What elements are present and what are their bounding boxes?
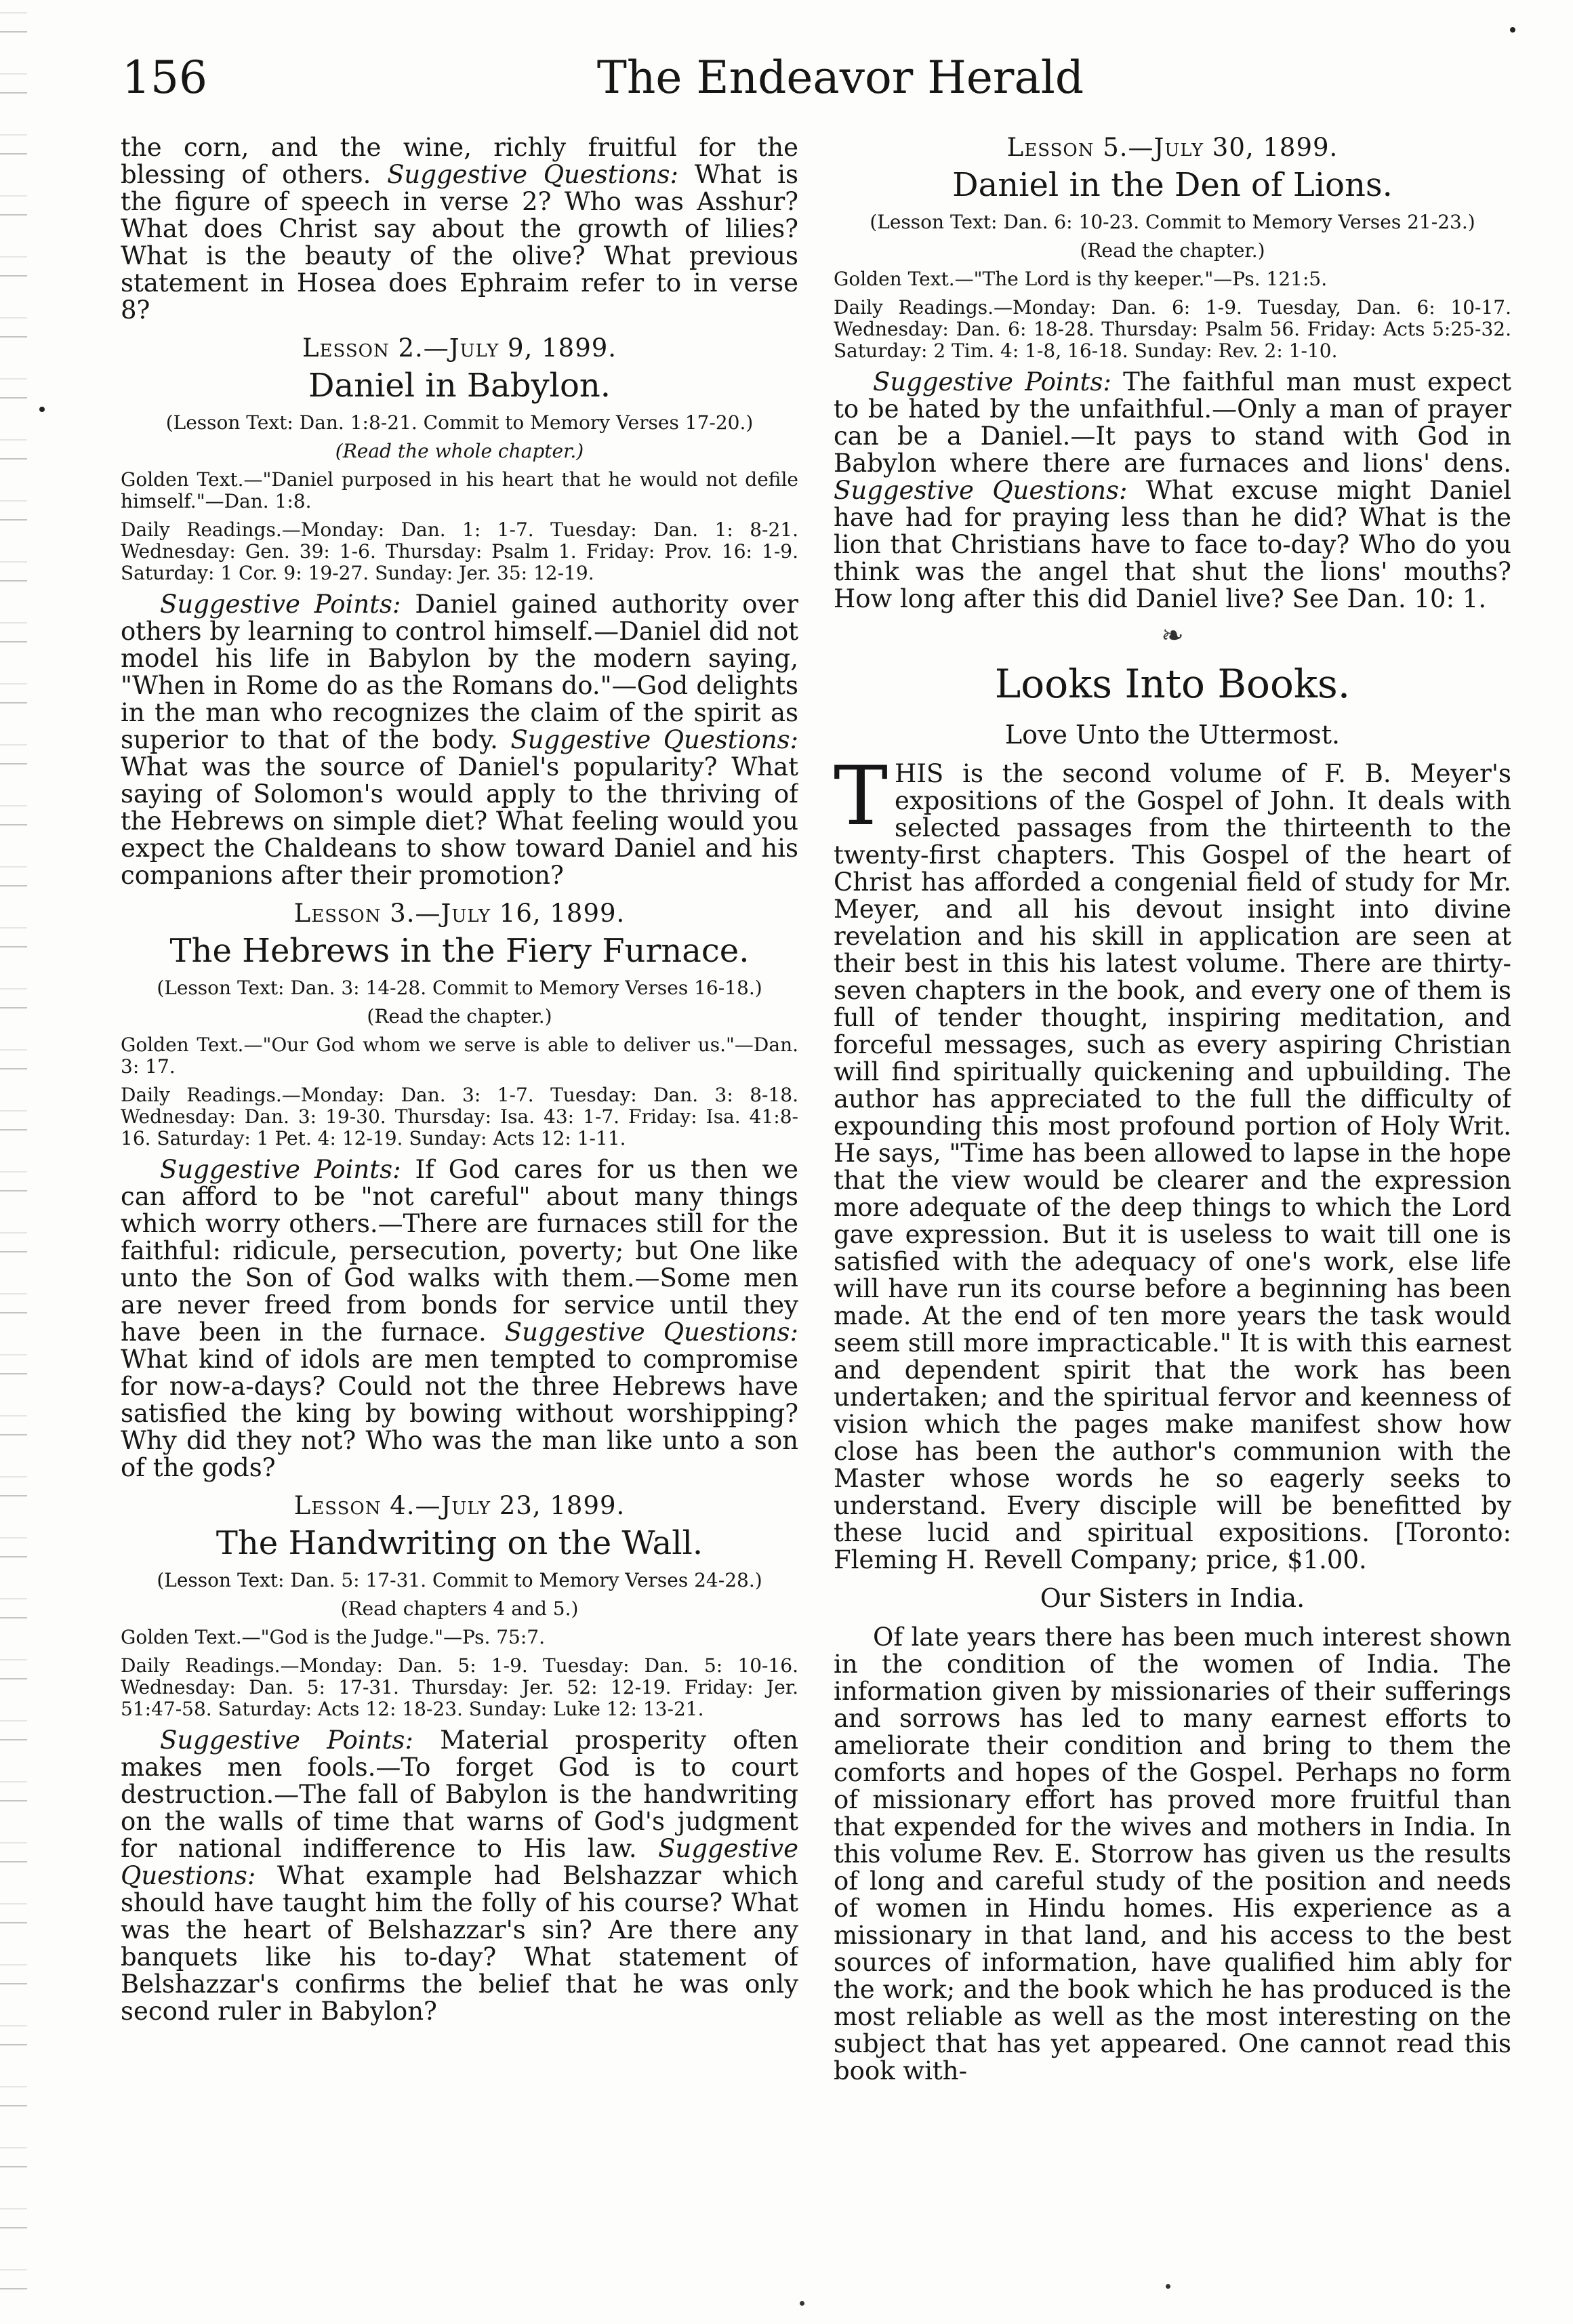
lesson-read-note: (Read the chapter.)	[367, 1005, 552, 1027]
daily-readings: Daily Readings.—Monday: Dan. 3: 1-7. Tuesday: Dan. 3: 8-18. Wednesday: Dan. 3: 19-30. Thursday: Isa. 43: 1-7. Friday: Isa. 41:8-16. Saturday: 1 Pet. 4: 12-19. Sunday: Acts 12: 1-11.	[121, 1084, 798, 1149]
lesson-text-ref: (Lesson Text: Dan. 6: 10-23. Commit to Memory Verses 21-23.)	[870, 211, 1475, 233]
points-text: The faithful man must expect to be hated by the unfaithful.—Only a man of prayer can be a Daniel.—It pays to stand with God in Babylon where there are furnaces and lions' dens.	[834, 367, 1511, 478]
lesson-heading: Lesson 4.—July 23, 1899.	[293, 1491, 626, 1520]
book-review-1	[834, 721, 1511, 1574]
lesson-text-ref: (Lesson Text: Dan. 3: 14-28. Commit to Memory Verses 16-18.)	[157, 977, 762, 999]
lesson-commentary	[121, 1727, 798, 2025]
lesson-title: The Handwriting on the Wall.	[216, 1524, 703, 1562]
intro-text: the corn, and the wine, richly fruitful for the blessing of others.	[121, 134, 798, 189]
questions-text: What is the figure of speech in verse 2? Who was Asshur? What does Christ say about the growth of lilies? What is the beauty of the olive? What previous statement in Hosea does Ephraim refer to in verse 8?	[121, 160, 798, 325]
book-review-2	[834, 1585, 1511, 2085]
lesson-commentary	[834, 369, 1511, 613]
lesson-read-note: (Read the whole chapter.)	[335, 440, 584, 462]
daily-readings: Daily Readings.—Monday: Dan. 1: 1-7. Tuesday: Dan. 1: 8-21. Wednesday: Gen. 39: 1-6. Thursday: Psalm 1. Friday: Prov. 16: 1-9. Saturday: 1 Cor. 9: 19-27. Sunday: Jer. 35: 12-19.	[121, 518, 798, 584]
page-number: 156	[122, 52, 207, 104]
lesson-4	[121, 1492, 798, 2025]
points-label: Suggestive Points:	[160, 1726, 413, 1755]
questions-text: What kind of idols are men tempted to compromise for now-a-days? Could not the three Hebrews have satisfied the king by bowing without worshipping? Why did they not? Who was the man like unto a son of the gods?	[121, 1345, 798, 1482]
scan-speck	[39, 407, 45, 412]
review-body: HIS is the second volume of F. B. Meyer's expositions of the Gospel of John. It deals with selected passages from the thirteenth to the twenty-first chapters. This Gospel of the heart of Christ has afforded a congenial field of study for Mr. Meyer, and all his devout insight into divine revelation and his skill in application are seen at their best in this his latest volume. There are thirty-seven chapters in the book, and every one of them is full of tender thought, inspiring meditation, and forceful messages, such as every aspiring Christian will find spiritually quickening and upbuilding. The author has appreciated to the full the difficulty of expounding this most profound portion of Holy Writ. He says, "Time has been allowed to lapse in the hope that the view would be clearer and the expression more adequate of the deep things to which the Lord gave expression. But it is useless to wait till one is satisfied with the adequacy of one's work, else life will have run its course before a beginning has been made. At the end of ten more years the task would seem still more impracticable." It is with this earnest and dependent spirit that the work has been undertaken; and the spiritual fervor and keenness of vision which the pages make manifest show how close has been the author's communion with the Master whose words he so eagerly seeks to understand. Every disciple will be benefitted by these lucid and spiritual expositions. [Toronto: Fleming H. Revell Company; price, $1.00.	[834, 759, 1511, 1574]
lesson-commentary	[121, 591, 798, 889]
questions-text: What was the source of Daniel's popularity? What saying of Solomon's would apply to the thriving of the Hebrews on simple diet? What feeling would you expect the Chaldeans to show toward Daniel and his companions after their promotion?	[121, 752, 798, 890]
questions-label: Suggestive Questions:	[834, 476, 1128, 505]
ornament-icon: ❧	[1161, 620, 1184, 651]
scan-speck	[1166, 2284, 1170, 2289]
scan-gutter	[0, 0, 27, 2324]
daily-readings: Daily Readings.—Monday: Dan. 6: 1-9. Tuesday, Dan. 6: 10-17. Wednesday: Dan. 6: 18-28. Thursday: Psalm 56. Friday: Acts 5:25-32. Saturday: 2 Tim. 4: 1-8, 16-18. Sunday: Rev. 2: 1-10.	[834, 296, 1511, 362]
lesson-read-note: (Read chapters 4 and 5.)	[340, 1597, 579, 1620]
lesson-text-ref: (Lesson Text: Dan. 5: 17-31. Commit to Memory Verses 24-28.)	[157, 1569, 762, 1591]
points-text: If God cares for us then we can afford to be "not careful" about many things which worry others.—There are furnaces still for the faithful: ridicule, persecution, poverty; but One like unto the Son of God walks with them.—Some men are never freed from bonds for service until they have been in the furnace.	[121, 1155, 798, 1347]
lesson-heading: Lesson 5.—July 30, 1899.	[1006, 134, 1339, 162]
daily-readings: Daily Readings.—Monday: Dan. 5: 1-9. Tuesday: Dan. 5: 10-16. Wednesday: Dan. 5: 17-31. Thursday: Jer. 52: 12-19. Friday: Jer. 51:47-58. Saturday: Acts 12: 18-23. Sunday: Luke 12: 13-21.	[121, 1654, 798, 1720]
points-text: Material prosperity often makes men fools.—To forget God is to court destruction.—The fall of Babylon is the handwriting on the walls of time that warns of God's judgment for national indifference to His law.	[121, 1726, 798, 1863]
right-column	[834, 134, 1511, 2208]
questions-label: Suggestive Questions:	[504, 1318, 798, 1347]
questions-label: Suggestive Questions:	[510, 725, 798, 754]
points-label: Suggestive Points:	[873, 367, 1111, 396]
lesson-title: Daniel in the Den of Lions.	[952, 166, 1393, 204]
book-title: Love Unto the Uttermost.	[1004, 720, 1341, 750]
lesson-read-note: (Read the chapter.)	[1080, 239, 1265, 262]
points-text: Daniel gained authority over others by learning to control himself.—Daniel did not model his life in Babylon by the modern saying, "When in Rome do as the Romans do."—God delights in the man who recognizes the claim of the spirit as superior to that of the body.	[121, 590, 798, 754]
questions-label: Suggestive Questions:	[121, 1834, 798, 1890]
questions-text: What example had Belshazzar which should have taught him the folly of his course? What was the heart of Belshazzar's sin? Are there any banquets like his to-day? What statement of Belshazzar's confirms the belief that he was only second ruler in Babylon?	[121, 1861, 798, 2026]
questions-label: Suggestive Questions:	[387, 160, 679, 189]
lesson-2	[121, 335, 798, 889]
drop-cap: T	[834, 750, 888, 844]
lesson-text-ref: (Lesson Text: Dan. 1:8-21. Commit to Memory Verses 17-20.)	[165, 411, 754, 434]
lesson-3	[121, 900, 798, 1482]
scan-speck	[800, 2301, 804, 2306]
lesson-heading: Lesson 3.—July 16, 1899.	[293, 899, 626, 928]
left-column	[121, 134, 798, 2208]
points-label: Suggestive Points:	[160, 590, 401, 619]
intro-paragraph	[121, 134, 798, 324]
questions-text: What excuse might Daniel have had for praying less than he did? What is the lion that Christians have to face to-day? Who do you think was the angel that shut the lions' mouths? How long after this did Daniel live? See Dan. 10: 1.	[834, 476, 1511, 613]
book-review-text	[834, 750, 1511, 1574]
lesson-commentary	[121, 1156, 798, 1482]
points-label: Suggestive Points:	[160, 1155, 401, 1184]
lesson-title: The Hebrews in the Fiery Furnace.	[169, 932, 750, 970]
scan-speck	[1510, 27, 1515, 33]
journal-title: The Endeavor Herald	[596, 52, 1084, 104]
lesson-title: Daniel in Babylon.	[308, 367, 611, 405]
golden-text: Golden Text.—"Daniel purposed in his heart that he would not defile himself."—Dan. 1:8.	[121, 468, 798, 512]
lesson-5	[834, 134, 1511, 613]
page-header	[122, 46, 1471, 121]
lesson-heading: Lesson 2.—July 9, 1899.	[302, 333, 617, 363]
book-title: Our Sisters in India.	[1040, 1583, 1305, 1613]
book-review-text: Of late years there has been much interest shown in the condition of the women of India. The information given by missionaries of their sufferings and sorrows has led to many earnest efforts to ameliorate their condition and bring to them the comforts and hopes of the Gospel. Perhaps no form of missionary effort has proved more fruitful than that expended for the wives and mothers in India. In this volume Rev. E. Storrow has given us the results of long and careful study of the position and needs of women in Hindu homes. His experience as a missionary in that land, and his access to the best sources of information, have qualified him ably for the work; and the book which he has produced is the most reliable as well as the most interesting on the subject that has yet appeared. One cannot read this book with-	[834, 1623, 1511, 2085]
golden-text: Golden Text.—"The Lord is thy keeper."—Ps. 121:5.	[834, 268, 1328, 290]
golden-text: Golden Text.—"God is the Judge."—Ps. 75:7.	[121, 1626, 546, 1648]
books-section-title: Looks Into Books.	[994, 661, 1351, 707]
golden-text: Golden Text.—"Our God whom we serve is able to deliver us."—Dan. 3: 17.	[121, 1034, 798, 1078]
